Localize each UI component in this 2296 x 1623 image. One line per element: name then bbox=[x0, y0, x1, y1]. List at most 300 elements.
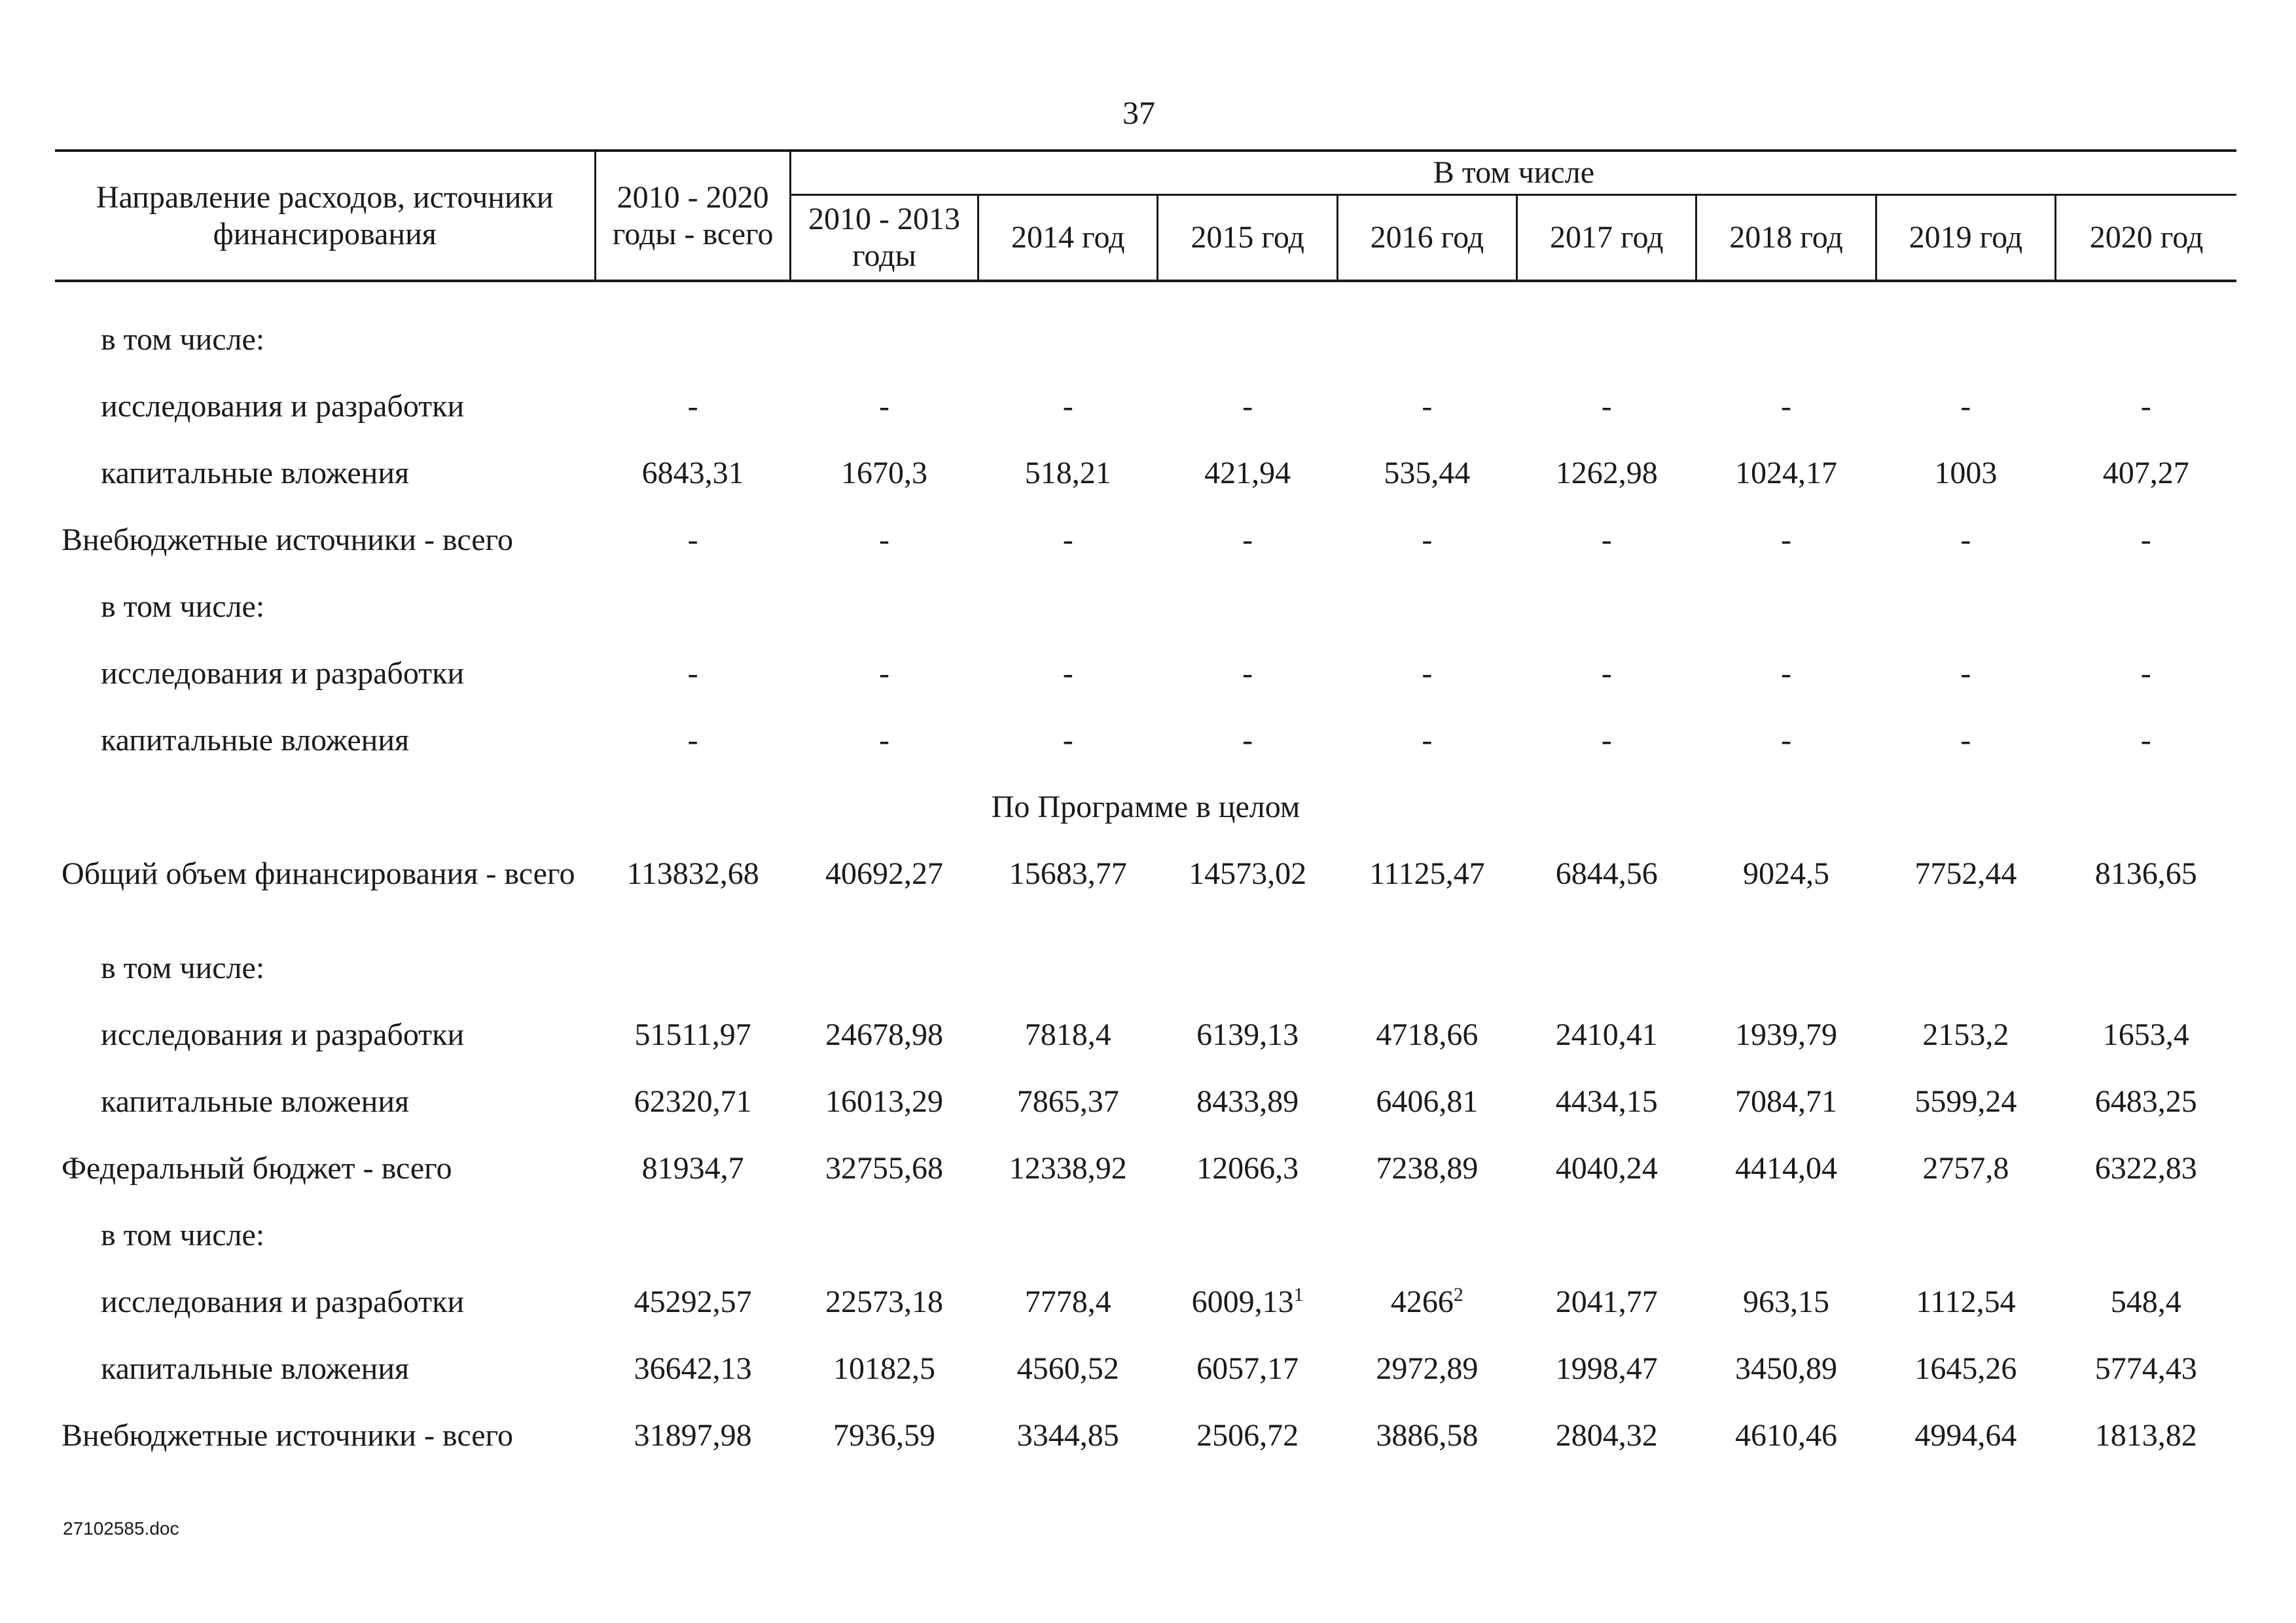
value-cell bbox=[1517, 311, 1696, 378]
value-text: - bbox=[1960, 656, 1971, 691]
value-cell bbox=[596, 378, 790, 445]
value-cell bbox=[1337, 311, 1516, 378]
value-text: 11125,47 bbox=[1369, 856, 1485, 891]
value-text: 7865,37 bbox=[1016, 1084, 1119, 1119]
value-text: - bbox=[878, 389, 889, 424]
value-text: 1670,3 bbox=[840, 456, 927, 490]
row-label: капитальные вложения bbox=[101, 1084, 410, 1119]
row-label: исследования и разработки bbox=[101, 1285, 465, 1319]
value-cell bbox=[1158, 1140, 1337, 1207]
row-label: исследования и разработки bbox=[101, 1017, 465, 1052]
value-cell bbox=[1696, 1340, 1876, 1407]
value-text: - bbox=[1062, 656, 1073, 691]
value-cell bbox=[1158, 712, 1337, 778]
value-cell bbox=[1337, 1407, 1516, 1474]
value-cell bbox=[790, 712, 978, 778]
value-cell bbox=[1696, 1407, 1876, 1474]
value-cell bbox=[978, 578, 1158, 645]
value-cell bbox=[1517, 1140, 1696, 1207]
value-text: 4994,64 bbox=[1914, 1418, 2017, 1453]
table-row bbox=[55, 378, 2236, 445]
value-cell bbox=[790, 1273, 978, 1340]
value-text: - bbox=[687, 656, 698, 691]
value-text: 5774,43 bbox=[2094, 1351, 2197, 1386]
value-text: - bbox=[2140, 723, 2151, 757]
value-cell bbox=[1158, 1207, 1337, 1273]
value-text: - bbox=[1422, 389, 1433, 424]
value-cell bbox=[978, 378, 1158, 445]
header-including: В том числе bbox=[790, 151, 2236, 195]
value-cell bbox=[790, 1140, 978, 1207]
value-cell bbox=[1876, 311, 2055, 378]
value-text: 12338,92 bbox=[1009, 1151, 1127, 1186]
value-cell bbox=[2056, 445, 2237, 511]
spacer-cell bbox=[55, 281, 2236, 311]
value-text: 535,44 bbox=[1384, 456, 1471, 490]
value-text: 32755,68 bbox=[825, 1151, 943, 1186]
value-text: - bbox=[2140, 522, 2151, 557]
value-cell bbox=[790, 378, 978, 445]
value-text: - bbox=[687, 389, 698, 424]
value-cell bbox=[1158, 445, 1337, 511]
value-text: 81934,7 bbox=[641, 1151, 744, 1186]
row-label: в том числе: bbox=[101, 1218, 265, 1252]
value-text: 31897,98 bbox=[634, 1418, 752, 1453]
value-cell bbox=[1158, 578, 1337, 645]
value-cell bbox=[2056, 939, 2237, 1006]
value-cell bbox=[596, 1140, 790, 1207]
value-cell bbox=[1158, 311, 1337, 378]
value-text: - bbox=[1062, 522, 1073, 557]
table-row bbox=[55, 1207, 2236, 1273]
value-cell bbox=[1696, 1273, 1876, 1340]
value-text: - bbox=[1960, 723, 1971, 757]
value-cell bbox=[1876, 578, 2055, 645]
value-cell bbox=[1696, 1006, 1876, 1073]
value-cell bbox=[596, 1340, 790, 1407]
table-row bbox=[55, 578, 2236, 645]
value-cell bbox=[1876, 1006, 2055, 1073]
value-cell bbox=[1517, 1407, 1696, 1474]
table-row bbox=[55, 1073, 2236, 1140]
value-cell bbox=[1517, 1073, 1696, 1140]
value-cell bbox=[1337, 1140, 1516, 1207]
value-text: 9024,5 bbox=[1743, 856, 1830, 891]
value-cell bbox=[2056, 1407, 2237, 1474]
value-cell bbox=[1696, 311, 1876, 378]
value-cell bbox=[1876, 845, 2055, 939]
value-text: 22573,18 bbox=[825, 1285, 943, 1319]
value-cell bbox=[978, 1140, 1158, 1207]
value-cell bbox=[1517, 378, 1696, 445]
value-cell bbox=[978, 1340, 1158, 1407]
value-cell bbox=[2056, 1273, 2237, 1340]
value-cell bbox=[596, 1407, 790, 1474]
value-text: - bbox=[1781, 656, 1792, 691]
value-text: 2804,32 bbox=[1555, 1418, 1658, 1453]
value-cell bbox=[2056, 1006, 2237, 1073]
value-text: 1262,98 bbox=[1555, 456, 1658, 490]
value-cell bbox=[978, 712, 1158, 778]
value-cell bbox=[1158, 939, 1337, 1006]
value-cell bbox=[1876, 445, 2055, 511]
table-row bbox=[55, 1407, 2236, 1474]
value-text: - bbox=[1781, 522, 1792, 557]
table-row bbox=[55, 1273, 2236, 1340]
value-cell bbox=[1517, 578, 1696, 645]
value-cell bbox=[1158, 1340, 1337, 1407]
value-text: 7778,4 bbox=[1024, 1285, 1111, 1319]
table-body bbox=[55, 281, 2236, 1474]
value-text: 51511,97 bbox=[634, 1017, 751, 1052]
value-text: 7238,89 bbox=[1376, 1151, 1479, 1186]
value-text: 15683,77 bbox=[1009, 856, 1127, 891]
value-text: 6139,13 bbox=[1196, 1017, 1299, 1052]
value-text: - bbox=[1242, 522, 1253, 557]
value-text: - bbox=[1601, 656, 1612, 691]
value-cell bbox=[1517, 712, 1696, 778]
value-text: 1813,82 bbox=[2094, 1418, 2197, 1453]
value-text: - bbox=[1422, 723, 1433, 757]
header-label-column: Направление расходов, источники финансирования bbox=[55, 151, 596, 281]
row-label: исследования и разработки bbox=[101, 656, 465, 691]
value-text: - bbox=[1062, 389, 1073, 424]
row-label: капитальные вложения bbox=[101, 723, 410, 757]
value-text: 4414,04 bbox=[1735, 1151, 1838, 1186]
value-text: 421,94 bbox=[1204, 456, 1291, 490]
value-text: 4434,15 bbox=[1555, 1084, 1658, 1119]
value-text: 6009,13 bbox=[1191, 1285, 1294, 1319]
value-cell bbox=[596, 311, 790, 378]
value-cell bbox=[596, 578, 790, 645]
value-cell bbox=[1696, 845, 1876, 939]
value-text: - bbox=[1242, 656, 1253, 691]
value-cell bbox=[2056, 645, 2237, 712]
value-cell bbox=[1696, 939, 1876, 1006]
header-year: 2018 год bbox=[1696, 195, 1876, 282]
value-cell bbox=[2056, 1340, 2237, 1407]
value-cell bbox=[1158, 1273, 1337, 1340]
financing-table bbox=[55, 149, 2236, 1474]
value-text: - bbox=[1242, 723, 1253, 757]
value-text: 6844,56 bbox=[1555, 856, 1658, 891]
header-spacer-row bbox=[55, 281, 2236, 311]
row-label: Внебюджетные источники - всего bbox=[62, 1418, 513, 1453]
value-cell bbox=[1876, 1407, 2055, 1474]
value-cell bbox=[1337, 645, 1516, 712]
value-text: - bbox=[1960, 522, 1971, 557]
value-text: 1112,54 bbox=[1916, 1285, 2016, 1319]
value-cell bbox=[790, 1073, 978, 1140]
row-label: капитальные вложения bbox=[101, 1351, 410, 1386]
value-cell bbox=[1337, 1073, 1516, 1140]
value-cell bbox=[1337, 445, 1516, 511]
table-row bbox=[55, 845, 2236, 939]
value-text: - bbox=[1062, 723, 1073, 757]
value-cell bbox=[2056, 1073, 2237, 1140]
value-cell bbox=[1876, 378, 2055, 445]
value-text: - bbox=[2140, 656, 2151, 691]
table-row bbox=[55, 645, 2236, 712]
value-text: 407,27 bbox=[2102, 456, 2189, 490]
value-cell bbox=[2056, 311, 2237, 378]
value-cell bbox=[1696, 511, 1876, 578]
value-cell bbox=[1696, 645, 1876, 712]
value-cell bbox=[1337, 578, 1516, 645]
value-cell bbox=[1876, 645, 2055, 712]
value-text: 45292,57 bbox=[634, 1285, 752, 1319]
value-cell bbox=[2056, 1207, 2237, 1273]
value-text: - bbox=[1601, 389, 1612, 424]
footnote-marker: 2 bbox=[1453, 1284, 1463, 1305]
table-row bbox=[55, 939, 2236, 1006]
value-cell bbox=[978, 511, 1158, 578]
value-cell bbox=[1876, 712, 2055, 778]
footnote-marker: 1 bbox=[1293, 1284, 1304, 1305]
row-label: Общий объем финансирования - всего bbox=[62, 856, 575, 891]
value-text: 4610,46 bbox=[1735, 1418, 1838, 1453]
header-year: 2017 год bbox=[1517, 195, 1696, 282]
value-text: 113832,68 bbox=[626, 856, 759, 891]
value-cell bbox=[1337, 511, 1516, 578]
value-cell bbox=[978, 311, 1158, 378]
value-cell bbox=[1696, 578, 1876, 645]
value-text: 4266 bbox=[1390, 1285, 1454, 1319]
value-cell bbox=[790, 1006, 978, 1073]
value-text: 1939,79 bbox=[1735, 1017, 1838, 1052]
value-cell bbox=[1158, 511, 1337, 578]
value-text: 518,21 bbox=[1024, 456, 1111, 490]
value-cell bbox=[978, 845, 1158, 939]
value-cell bbox=[790, 845, 978, 939]
value-text: 7936,59 bbox=[833, 1418, 935, 1453]
value-cell bbox=[1517, 645, 1696, 712]
value-text: - bbox=[1422, 656, 1433, 691]
value-text: 6406,81 bbox=[1376, 1084, 1479, 1119]
value-cell bbox=[596, 645, 790, 712]
value-cell bbox=[790, 645, 978, 712]
value-text: 1653,4 bbox=[2102, 1017, 2189, 1052]
value-text: 36642,13 bbox=[634, 1351, 752, 1386]
value-cell bbox=[2056, 378, 2237, 445]
value-text: 7818,4 bbox=[1024, 1017, 1111, 1052]
value-cell bbox=[790, 1407, 978, 1474]
table-row bbox=[55, 511, 2236, 578]
value-cell bbox=[596, 1006, 790, 1073]
value-cell bbox=[1517, 1340, 1696, 1407]
value-text: - bbox=[2140, 389, 2151, 424]
value-text: - bbox=[1781, 723, 1792, 757]
value-cell bbox=[1876, 939, 2055, 1006]
value-text: 6843,31 bbox=[641, 456, 744, 490]
value-text: 6483,25 bbox=[2094, 1084, 2197, 1119]
table-row bbox=[55, 445, 2236, 511]
value-cell bbox=[978, 1207, 1158, 1273]
value-cell bbox=[1337, 845, 1516, 939]
value-cell bbox=[1517, 511, 1696, 578]
section-row bbox=[55, 778, 2236, 845]
value-cell bbox=[1876, 511, 2055, 578]
value-text: 7084,71 bbox=[1735, 1084, 1838, 1119]
value-text: 8433,89 bbox=[1196, 1084, 1299, 1119]
value-cell bbox=[1696, 1207, 1876, 1273]
value-cell bbox=[790, 1207, 978, 1273]
value-text: - bbox=[1601, 723, 1612, 757]
value-cell bbox=[2056, 578, 2237, 645]
table-row bbox=[55, 1340, 2236, 1407]
value-text: 1024,17 bbox=[1735, 456, 1838, 490]
value-cell bbox=[1337, 939, 1516, 1006]
value-cell bbox=[1517, 1207, 1696, 1273]
header-year: 2019 год bbox=[1876, 195, 2055, 282]
value-cell bbox=[1517, 845, 1696, 939]
value-cell bbox=[1337, 1340, 1516, 1407]
header-year: 2015 год bbox=[1158, 195, 1337, 282]
value-cell bbox=[596, 712, 790, 778]
row-label: в том числе: bbox=[101, 322, 265, 357]
value-cell bbox=[1337, 378, 1516, 445]
value-text: 2506,72 bbox=[1196, 1418, 1299, 1453]
value-cell bbox=[1337, 1273, 1516, 1340]
value-text: 2410,41 bbox=[1555, 1017, 1658, 1052]
section-title: По Программе в целом bbox=[991, 790, 1300, 824]
value-cell bbox=[1696, 445, 1876, 511]
value-cell bbox=[1337, 712, 1516, 778]
value-text: 548,4 bbox=[2110, 1285, 2181, 1319]
value-text: 2757,8 bbox=[1922, 1151, 2009, 1186]
value-cell bbox=[596, 445, 790, 511]
value-cell bbox=[596, 1207, 790, 1273]
value-cell bbox=[1696, 378, 1876, 445]
table-row bbox=[55, 311, 2236, 378]
value-cell bbox=[2056, 511, 2237, 578]
header-total-column: 2010 - 2020 годы - всего bbox=[596, 151, 790, 281]
value-text: - bbox=[1242, 389, 1253, 424]
header-year: 2020 год bbox=[2056, 195, 2237, 282]
value-text: 4040,24 bbox=[1555, 1151, 1658, 1186]
value-cell bbox=[2056, 712, 2237, 778]
value-cell bbox=[978, 1006, 1158, 1073]
value-text: 2041,77 bbox=[1555, 1285, 1658, 1319]
value-text: 8136,65 bbox=[2094, 856, 2197, 891]
value-cell bbox=[1158, 1073, 1337, 1140]
value-cell bbox=[1517, 939, 1696, 1006]
value-text: - bbox=[1422, 522, 1433, 557]
row-label: Федеральный бюджет - всего bbox=[62, 1151, 452, 1186]
value-text: 14573,02 bbox=[1189, 856, 1307, 891]
header-year: 2014 год bbox=[978, 195, 1158, 282]
value-text: 3344,85 bbox=[1016, 1418, 1119, 1453]
value-cell bbox=[1158, 845, 1337, 939]
table-row bbox=[55, 712, 2236, 778]
value-cell bbox=[1158, 645, 1337, 712]
value-text: 3886,58 bbox=[1376, 1418, 1479, 1453]
value-cell bbox=[1876, 1207, 2055, 1273]
row-label: Внебюджетные источники - всего bbox=[62, 522, 513, 557]
value-cell bbox=[1876, 1340, 2055, 1407]
header-year: 2016 год bbox=[1337, 195, 1516, 282]
value-cell bbox=[978, 939, 1158, 1006]
value-text: - bbox=[1601, 522, 1612, 557]
value-text: - bbox=[1960, 389, 1971, 424]
value-cell bbox=[790, 311, 978, 378]
value-text: 4718,66 bbox=[1376, 1017, 1479, 1052]
value-text: 1645,26 bbox=[1914, 1351, 2017, 1386]
value-cell bbox=[596, 1073, 790, 1140]
value-cell bbox=[790, 578, 978, 645]
value-cell bbox=[1337, 1207, 1516, 1273]
row-label: в том числе: bbox=[101, 589, 265, 624]
row-label: капитальные вложения bbox=[101, 456, 410, 490]
value-text: 62320,71 bbox=[634, 1084, 752, 1119]
value-cell bbox=[978, 1273, 1158, 1340]
table-row bbox=[55, 1140, 2236, 1207]
value-text: 2153,2 bbox=[1922, 1017, 2009, 1052]
value-text: 3450,89 bbox=[1735, 1351, 1838, 1386]
value-cell bbox=[978, 1073, 1158, 1140]
value-cell bbox=[596, 845, 790, 939]
value-cell bbox=[1517, 445, 1696, 511]
value-text: - bbox=[878, 723, 889, 757]
value-text: 4560,52 bbox=[1016, 1351, 1119, 1386]
table-row bbox=[55, 1006, 2236, 1073]
value-cell bbox=[596, 1273, 790, 1340]
value-text: 12066,3 bbox=[1196, 1151, 1299, 1186]
value-cell bbox=[596, 939, 790, 1006]
value-cell bbox=[790, 511, 978, 578]
value-text: 7752,44 bbox=[1914, 856, 2017, 891]
value-cell bbox=[978, 645, 1158, 712]
value-text: 40692,27 bbox=[825, 856, 943, 891]
value-text: 5599,24 bbox=[1914, 1084, 2017, 1119]
value-cell bbox=[790, 1340, 978, 1407]
value-cell bbox=[978, 1407, 1158, 1474]
value-text: - bbox=[878, 656, 889, 691]
value-cell bbox=[1696, 712, 1876, 778]
table-header bbox=[55, 151, 2236, 281]
value-cell bbox=[596, 511, 790, 578]
header-year: 2010 - 2013 годы bbox=[790, 195, 978, 282]
value-cell bbox=[1158, 1006, 1337, 1073]
value-cell bbox=[2056, 1140, 2237, 1207]
value-text: - bbox=[687, 522, 698, 557]
value-cell bbox=[1696, 1140, 1876, 1207]
value-text: 24678,98 bbox=[825, 1017, 943, 1052]
value-cell bbox=[1876, 1140, 2055, 1207]
value-text: - bbox=[878, 522, 889, 557]
value-text: 1003 bbox=[1934, 456, 1998, 490]
value-cell bbox=[2056, 845, 2237, 939]
value-cell bbox=[1696, 1073, 1876, 1140]
value-cell bbox=[978, 445, 1158, 511]
value-text: - bbox=[1781, 389, 1792, 424]
value-text: 10182,5 bbox=[833, 1351, 935, 1386]
value-text: 2972,89 bbox=[1376, 1351, 1479, 1386]
value-cell bbox=[790, 939, 978, 1006]
page-number: 37 bbox=[1122, 94, 1155, 131]
value-text: - bbox=[687, 723, 698, 757]
value-cell bbox=[1876, 1273, 2055, 1340]
value-text: 963,15 bbox=[1743, 1285, 1830, 1319]
value-text: 6057,17 bbox=[1196, 1351, 1299, 1386]
value-text: 1998,47 bbox=[1555, 1351, 1658, 1386]
value-text: 16013,29 bbox=[825, 1084, 943, 1119]
value-cell bbox=[1158, 378, 1337, 445]
value-cell bbox=[1337, 1006, 1516, 1073]
value-cell bbox=[1876, 1073, 2055, 1140]
value-cell bbox=[1158, 1407, 1337, 1474]
row-label: в том числе: bbox=[101, 951, 265, 985]
